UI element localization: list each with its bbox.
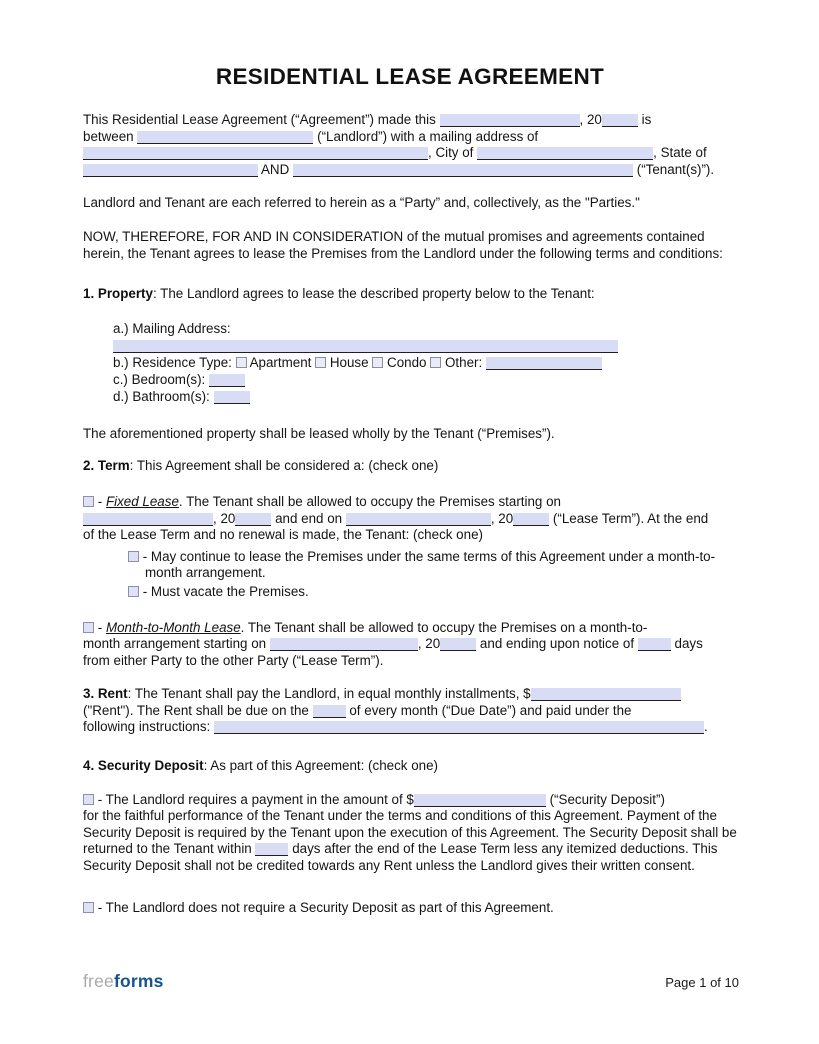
deposit-text: days after the end of the Lease Term less any itemized deductions. This Security Deposit shall not be credited towards any Rent unless the Landlord gives their written consent. <box>83 841 718 874</box>
agreement-date-field[interactable] <box>440 114 580 127</box>
no-deposit-checkbox[interactable] <box>83 902 94 913</box>
intro-text: , State of <box>653 145 707 161</box>
landlord-name-field[interactable] <box>137 131 313 144</box>
fixed-end-date-field[interactable] <box>346 513 491 526</box>
state-field[interactable] <box>83 164 258 177</box>
mailing-address-row <box>113 320 737 354</box>
page-footer <box>83 971 739 992</box>
bedrooms-field[interactable] <box>209 374 245 387</box>
intro-paragraph <box>83 112 737 178</box>
bathrooms-field[interactable] <box>214 391 250 404</box>
property-items <box>113 320 737 405</box>
fixed-option-vacate <box>128 584 737 601</box>
rent-text: : The Tenant shall pay the Landlord, in equal monthly installments, $ <box>127 686 531 702</box>
item-text: Residence Type: <box>132 354 232 370</box>
intro-text: between <box>83 128 134 144</box>
fixed-lease-text: . The Tenant shall be allowed to occupy the Premises starting on <box>178 493 561 509</box>
other-label: Other: <box>444 354 483 370</box>
rent-text: of every month (“Due Date”) and paid under the <box>349 702 632 718</box>
intro-text: AND <box>260 161 290 177</box>
mtm-text: , 20 <box>417 636 441 652</box>
section4-text: : As part of this Agreement: (check one) <box>203 758 439 774</box>
fixed-option-continue <box>128 549 737 582</box>
mtm-text: month arrangement starting on <box>83 636 267 652</box>
bedrooms-row <box>113 371 737 388</box>
fixed-start-date-field[interactable] <box>83 513 213 526</box>
fixed-lease-paragraph <box>83 494 737 544</box>
section4-number: 4. Security Deposit <box>83 758 204 774</box>
page-number: Page 1 of 10 <box>665 975 739 990</box>
item-label: a.) <box>113 320 129 336</box>
mtm-notice-days-field[interactable] <box>638 638 671 651</box>
fixed-start-year-field[interactable] <box>235 513 271 526</box>
deposit-text: for the faithful performance of the Tenant under the terms and conditions of this Agreement. Payment of the Security Deposit is required by the Tenant upon the execution of this Agreement. The Security Deposit shall be returned to the Tenant within <box>83 808 737 857</box>
mtm-text: . The Tenant shall be allowed to occupy the Premises on a month-to- <box>240 619 648 635</box>
may-continue-text: - May continue to lease the Premises under the same terms of this Agreement under a month-to-month arrangement. <box>142 548 716 581</box>
fixed-lease-dash: - <box>97 493 103 509</box>
house-checkbox[interactable] <box>315 357 326 368</box>
must-vacate-text: - Must vacate the Premises. <box>142 583 309 599</box>
section4-heading <box>83 758 737 775</box>
deposit-amount-field[interactable] <box>414 794 546 807</box>
section3-number: 3. Rent <box>83 686 128 702</box>
item-label: b.) <box>113 354 129 370</box>
section1-heading <box>83 286 737 303</box>
mtm-start-year-field[interactable] <box>440 638 476 651</box>
other-checkbox[interactable] <box>430 357 441 368</box>
property-address-field[interactable] <box>113 340 618 353</box>
section2-text: : This Agreement shall be considered a: (check one) <box>129 458 439 474</box>
logo-free-text: free <box>83 971 114 991</box>
intro-text: is <box>641 112 652 127</box>
deposit-text: - The Landlord requires a payment in the amount of $ <box>97 791 414 807</box>
agreement-year-field[interactable] <box>602 114 638 127</box>
section1-text: : The Landlord agrees to lease the described property below to the Tenant: <box>152 286 595 302</box>
fixed-lease-name: Fixed Lease <box>105 493 179 509</box>
fixed-lease-text: (“Lease Term”). At the end <box>552 510 709 526</box>
deposit-required-checkbox[interactable] <box>83 794 94 805</box>
rent-text: ("Rent"). The Rent shall be due on the <box>83 702 309 718</box>
month-to-month-checkbox[interactable] <box>83 622 94 633</box>
condo-label: Condo <box>387 354 427 370</box>
apartment-label: Apartment <box>249 354 312 370</box>
rent-paragraph <box>83 686 737 736</box>
freeforms-logo <box>83 971 164 992</box>
section2-number: 2. Term <box>83 458 130 474</box>
other-residence-field[interactable] <box>486 357 602 370</box>
mtm-dash: - <box>97 619 103 635</box>
intro-text: (“Tenant(s)”). <box>636 161 715 177</box>
parties-paragraph: Landlord and Tenant are each referred to herein as a “Party” and, collectively, as the "Parties." <box>83 195 640 211</box>
deposit-text: (“Security Deposit”) <box>549 791 665 807</box>
house-label: House <box>329 354 369 370</box>
tenant-name-field[interactable] <box>293 164 633 177</box>
intro-text: (“Landlord”) with a mailing address of <box>317 128 539 144</box>
condo-checkbox[interactable] <box>372 357 383 368</box>
landlord-address-field[interactable] <box>83 147 428 160</box>
must-vacate-checkbox[interactable] <box>128 586 139 597</box>
fixed-lease-text: , 20 <box>213 510 236 526</box>
rent-text: following instructions: <box>83 719 211 735</box>
no-deposit-text: - The Landlord does not require a Security Deposit as part of this Agreement. <box>97 899 554 915</box>
fixed-lease-text: , 20 <box>490 510 514 526</box>
section1-number: 1. Property <box>83 286 153 302</box>
fixed-end-year-field[interactable] <box>513 513 549 526</box>
intro-text: This Residential Lease Agreement (“Agreement”) made this <box>83 112 436 127</box>
deposit-required-paragraph <box>83 792 737 875</box>
deposit-return-days-field[interactable] <box>255 843 288 856</box>
rent-due-day-field[interactable] <box>313 705 346 718</box>
fixed-lease-text: and end on <box>275 510 343 526</box>
intro-text: , City of <box>428 145 474 161</box>
logo-forms-text: forms <box>113 971 164 991</box>
item-text: Bathroom(s): <box>132 388 210 404</box>
deposit-not-required-paragraph <box>83 900 737 917</box>
month-to-month-name: Month-to-Month Lease <box>105 619 241 635</box>
premises-paragraph: The aforementioned property shall be leased wholly by the Tenant (“Premises”). <box>83 425 555 441</box>
may-continue-checkbox[interactable] <box>128 551 139 562</box>
fixed-lease-checkbox[interactable] <box>83 496 94 507</box>
consideration-paragraph: NOW, THEREFORE, FOR AND IN CONSIDERATION of the mutual promises and agreements contained herein, the Tenant agrees to lease the Premises from the Landlord under the following terms and conditions: <box>83 228 723 261</box>
section2-heading <box>83 458 737 475</box>
rent-amount-field[interactable] <box>531 688 681 701</box>
bathrooms-row <box>113 388 737 405</box>
mtm-text: from either Party to the other Party (“Lease Term”). <box>83 652 384 668</box>
fixed-lease-text: of the Lease Term and no renewal is made, the Tenant: (check one) <box>83 527 483 543</box>
mtm-start-date-field[interactable] <box>270 638 418 651</box>
item-text: Bedroom(s): <box>131 371 206 387</box>
page-title: RESIDENTIAL LEASE AGREEMENT <box>215 64 605 89</box>
city-field[interactable] <box>477 147 653 160</box>
residence-type-row <box>113 354 737 371</box>
item-text: Mailing Address: <box>132 320 231 336</box>
rent-text: . <box>704 719 708 735</box>
month-to-month-paragraph <box>83 620 737 670</box>
intro-text: , 20 <box>579 112 602 127</box>
apartment-checkbox[interactable] <box>236 357 247 368</box>
payment-instructions-field[interactable] <box>214 721 704 734</box>
mtm-text: and ending upon notice of <box>479 636 635 652</box>
mtm-text: days <box>674 636 703 652</box>
item-label: d.) <box>113 388 129 404</box>
item-label: c.) <box>113 371 128 387</box>
